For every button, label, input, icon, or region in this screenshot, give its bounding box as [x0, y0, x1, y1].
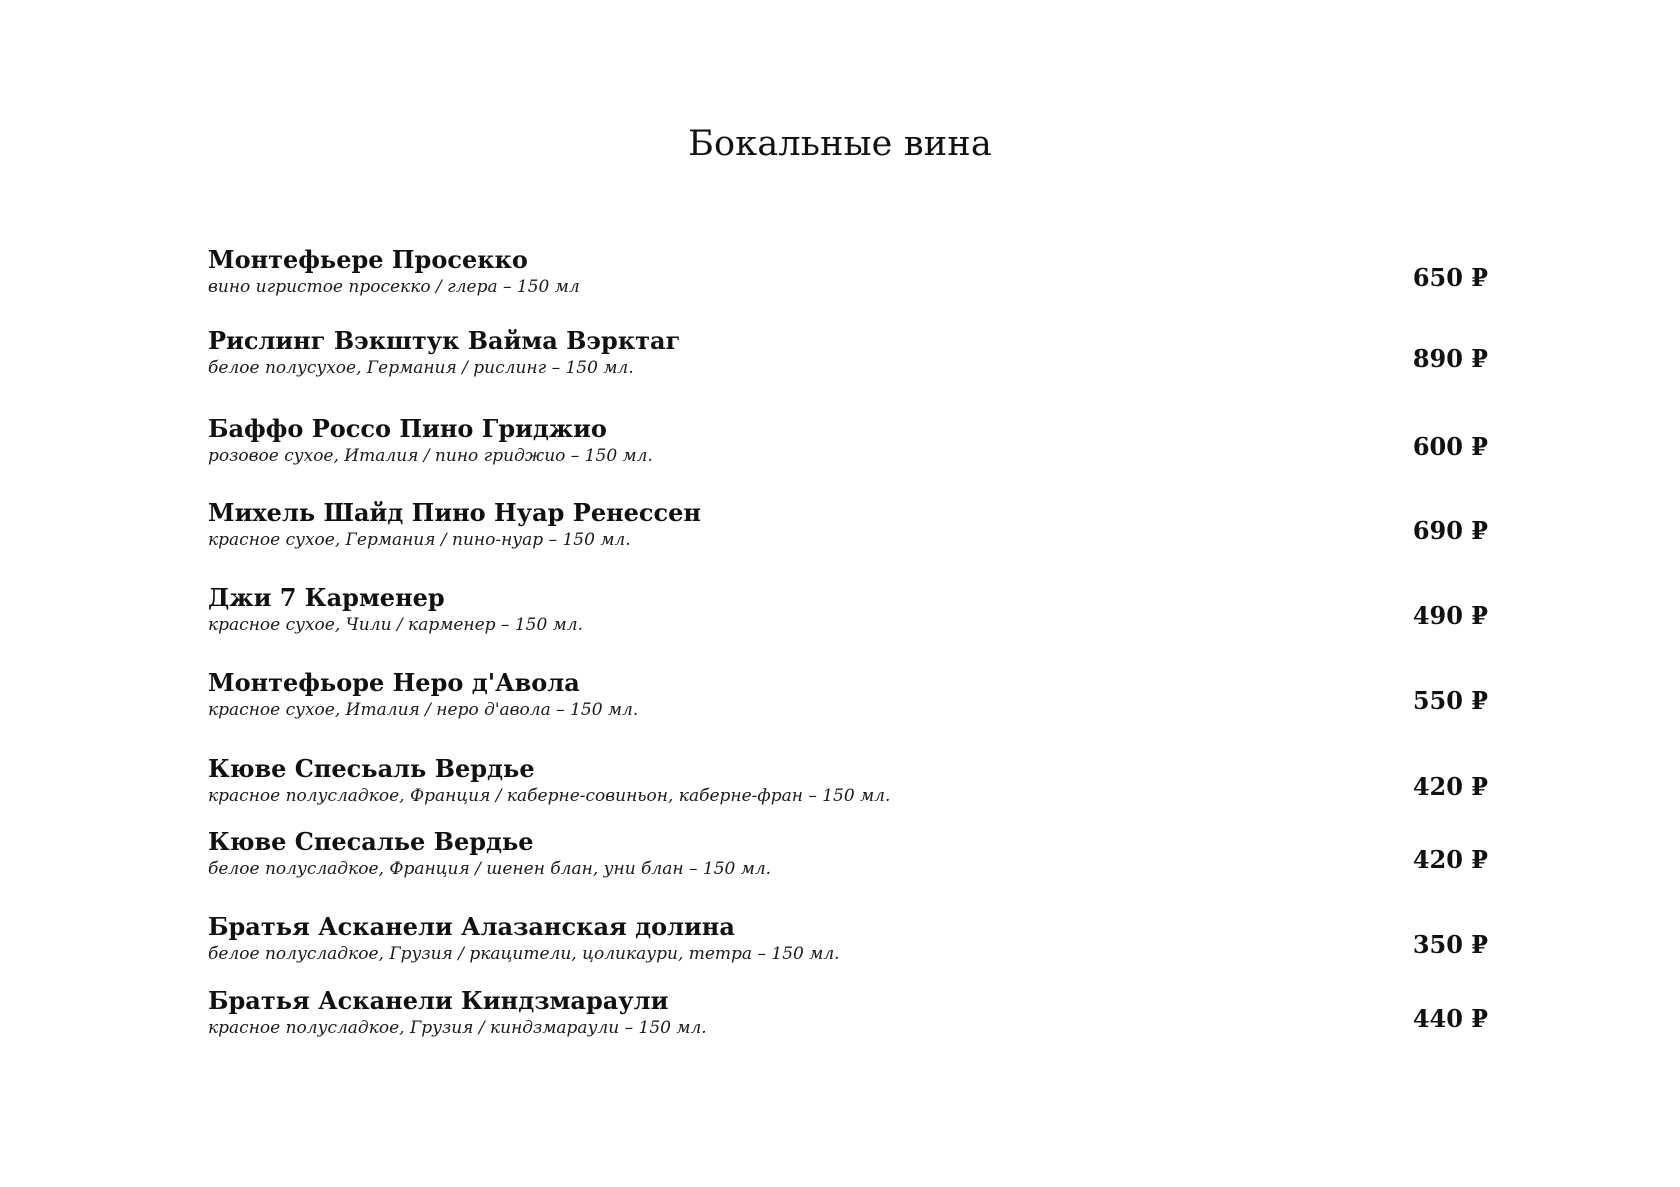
item-description: красное полусладкое, Франция / каберне-совиньон, каберне-фран – 150 мл. — [208, 786, 891, 806]
item-price: 690 ₽ — [1412, 516, 1488, 545]
item-description: красное сухое, Германия / пино-нуар – 150 мл. — [208, 530, 631, 550]
item-name: Монтефьере Просекко — [208, 245, 528, 274]
menu-item — [208, 244, 1488, 308]
item-name: Баффо Россо Пино Гриджио — [208, 414, 607, 443]
item-description: белое полусладкое, Франция / шенен блан, уни блан – 150 мл. — [208, 859, 772, 879]
menu-item — [208, 497, 1488, 561]
item-price: 420 ₽ — [1412, 845, 1488, 874]
item-name: Братья Асканели Киндзмараули — [208, 986, 669, 1015]
menu-item — [208, 985, 1488, 1049]
menu-item — [208, 325, 1488, 389]
item-name: Рислинг Вэкштук Вайма Вэрктаг — [208, 326, 681, 355]
item-description: красное сухое, Чили / карменер – 150 мл. — [208, 615, 584, 635]
menu-item — [208, 582, 1488, 646]
item-name: Кюве Спесьаль Вердье — [208, 754, 535, 783]
menu-item — [208, 667, 1488, 731]
item-description: вино игристое просекко / глера – 150 мл — [208, 277, 580, 297]
item-description: розовое сухое, Италия / пино гриджио – 150 мл. — [208, 446, 653, 466]
menu-item — [208, 413, 1488, 477]
item-description: белое полусладкое, Грузия / ркацители, цоликаури, тетра – 150 мл. — [208, 944, 840, 964]
item-price: 890 ₽ — [1412, 344, 1488, 373]
item-description: белое полусухое, Германия / рислинг – 150 мл. — [208, 358, 634, 378]
item-description: красное сухое, Италия / неро д'авола – 150 мл. — [208, 700, 639, 720]
item-name: Братья Асканели Алазанская долина — [208, 912, 735, 941]
menu-item — [208, 911, 1488, 975]
item-price: 420 ₽ — [1412, 772, 1488, 801]
item-price: 490 ₽ — [1412, 601, 1488, 630]
menu-item — [208, 753, 1488, 817]
page-title: Бокальные вина — [688, 124, 992, 164]
item-name: Кюве Спесалье Вердье — [208, 827, 534, 856]
item-price: 440 ₽ — [1412, 1004, 1488, 1033]
menu-item — [208, 826, 1488, 890]
item-description: красное полусладкое, Грузия / киндзмараули – 150 мл. — [208, 1018, 707, 1038]
item-price: 650 ₽ — [1412, 263, 1488, 292]
item-name: Михель Шайд Пино Нуар Ренессен — [208, 498, 701, 527]
item-name: Джи 7 Карменер — [208, 583, 445, 612]
item-name: Монтефьоре Неро д'Авола — [208, 668, 580, 697]
item-price: 350 ₽ — [1412, 930, 1488, 959]
item-price: 550 ₽ — [1412, 686, 1488, 715]
item-price: 600 ₽ — [1412, 432, 1488, 461]
